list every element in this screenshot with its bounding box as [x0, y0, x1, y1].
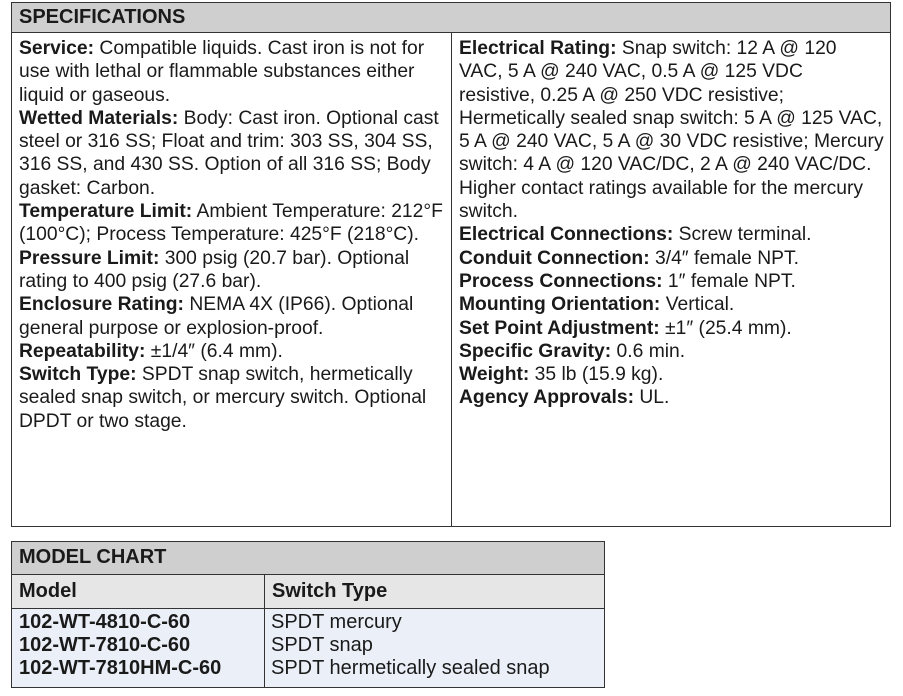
model-chart-table: [11, 541, 605, 688]
table-row: [12, 634, 604, 657]
switch-type: SPDT hermetically sealed snap: [271, 657, 550, 679]
spec-set-point-adjustment: [459, 317, 884, 340]
spec-process-connections: [459, 270, 884, 293]
column-header-switch-type: Switch Type: [272, 580, 388, 602]
spec-label: Repeatability:: [19, 340, 146, 362]
spec-agency-approvals: [459, 386, 884, 409]
spec-value: 3/4″ female NPT.: [649, 247, 799, 269]
spec-service: [19, 37, 445, 107]
spec-value: Snap switch: 12 A @ 120 VAC, 5 A @ 240 VAC, 0.5 A @ 125 VDC resistive, 0.25 A @ 250 VDC resistive; Hermetically sealed snap switch: 5 A @ 125 VAC, 5 A @ 240 VAC, 5 A @ 30 VDC resistive; Mercury switch: 4 A @ 120 VAC/DC, 2 A @ 240 VAC/DC. Higher contact ratings available for the mercury switch.: [459, 38, 884, 223]
spec-value: 0.6 min.: [611, 340, 686, 362]
specifications-panel: [11, 2, 891, 527]
spec-label: Pressure Limit:: [19, 247, 160, 269]
model-chart-title: MODEL CHART: [12, 542, 604, 575]
spec-label: Enclosure Rating:: [19, 294, 184, 316]
spec-repeatability: [19, 340, 445, 363]
spec-weight: [459, 363, 884, 386]
spec-value: Body: Cast iron. Optional cast steel or 316 SS; Float and trim: 303 SS, 304 SS, 316 SS, and 430 SS. Option of all 316 SS; Body gasket: Carbon.: [19, 107, 439, 199]
table-row: [12, 611, 604, 634]
spec-value: Ambient Temperature: 212°F (100°C); Process Temperature: 425°F (218°C).: [19, 201, 443, 246]
spec-specific-gravity: [459, 340, 884, 363]
spec-electrical-connections: [459, 223, 884, 246]
model-number: 102-WT-4810-C-60: [19, 611, 191, 633]
spec-conduit-connection: [459, 247, 884, 270]
spec-enclosure-rating: [19, 293, 445, 340]
spec-wetted-materials: [19, 107, 445, 200]
switch-type: SPDT mercury: [271, 611, 402, 633]
spec-value: ±1″ (25.4 mm).: [659, 317, 792, 339]
specifications-right-column: [452, 33, 890, 526]
spec-label: Process Connections:: [459, 270, 663, 292]
switch-type: SPDT snap: [271, 634, 373, 656]
spec-value: 300 psig (20.7 bar). Optional rating to 400 psig (27.6 bar).: [19, 247, 410, 292]
spec-label: Mounting Orientation:: [459, 294, 661, 316]
spec-pressure-limit: [19, 247, 445, 294]
model-number: 102-WT-7810HM-C-60: [19, 657, 222, 679]
spec-label: Set Point Adjustment:: [459, 317, 660, 339]
table-row: [12, 657, 604, 680]
spec-label: Weight:: [459, 364, 530, 386]
column-divider: [264, 575, 265, 687]
specifications-title: SPECIFICATIONS: [12, 3, 890, 33]
specifications-left-column: [12, 33, 452, 526]
spec-value: ±1/4″ (6.4 mm).: [145, 340, 283, 362]
model-chart-column-headers: [12, 575, 604, 609]
spec-value: UL.: [634, 387, 670, 409]
spec-temperature-limit: [19, 200, 445, 247]
spec-value: Vertical.: [660, 294, 735, 316]
spec-label: Agency Approvals:: [459, 387, 634, 409]
spec-label: Service:: [19, 38, 95, 59]
spec-label: Conduit Connection:: [459, 247, 650, 269]
spec-label: Specific Gravity:: [459, 340, 612, 362]
spec-value: Screw terminal.: [673, 224, 812, 246]
model-number: 102-WT-7810-C-60: [19, 634, 191, 656]
spec-label: Electrical Connections:: [459, 224, 674, 246]
specifications-columns: [12, 33, 890, 526]
spec-label: Switch Type:: [19, 364, 137, 386]
spec-value: SPDT snap switch, hermetically sealed snap switch, or mercury switch. Optional DPDT or two stage.: [19, 364, 427, 432]
spec-value: Compatible liquids. Cast iron is not for use with lethal or flammable substances either liquid or gaseous.: [19, 38, 425, 106]
column-header-model: Model: [19, 580, 77, 602]
spec-switch-type: [19, 363, 445, 433]
spec-label: Electrical Rating:: [459, 38, 617, 59]
spec-mounting-orientation: [459, 293, 884, 316]
model-chart-body: [12, 609, 604, 687]
spec-value: NEMA 4X (IP66). Optional general purpose or explosion-proof.: [19, 294, 414, 339]
spec-value: 35 lb (15.9 kg).: [529, 364, 664, 386]
spec-label: Wetted Materials:: [19, 107, 179, 129]
spec-value: 1″ female NPT.: [662, 270, 796, 292]
spec-label: Temperature Limit:: [19, 201, 193, 223]
spec-electrical-rating: [459, 37, 884, 223]
